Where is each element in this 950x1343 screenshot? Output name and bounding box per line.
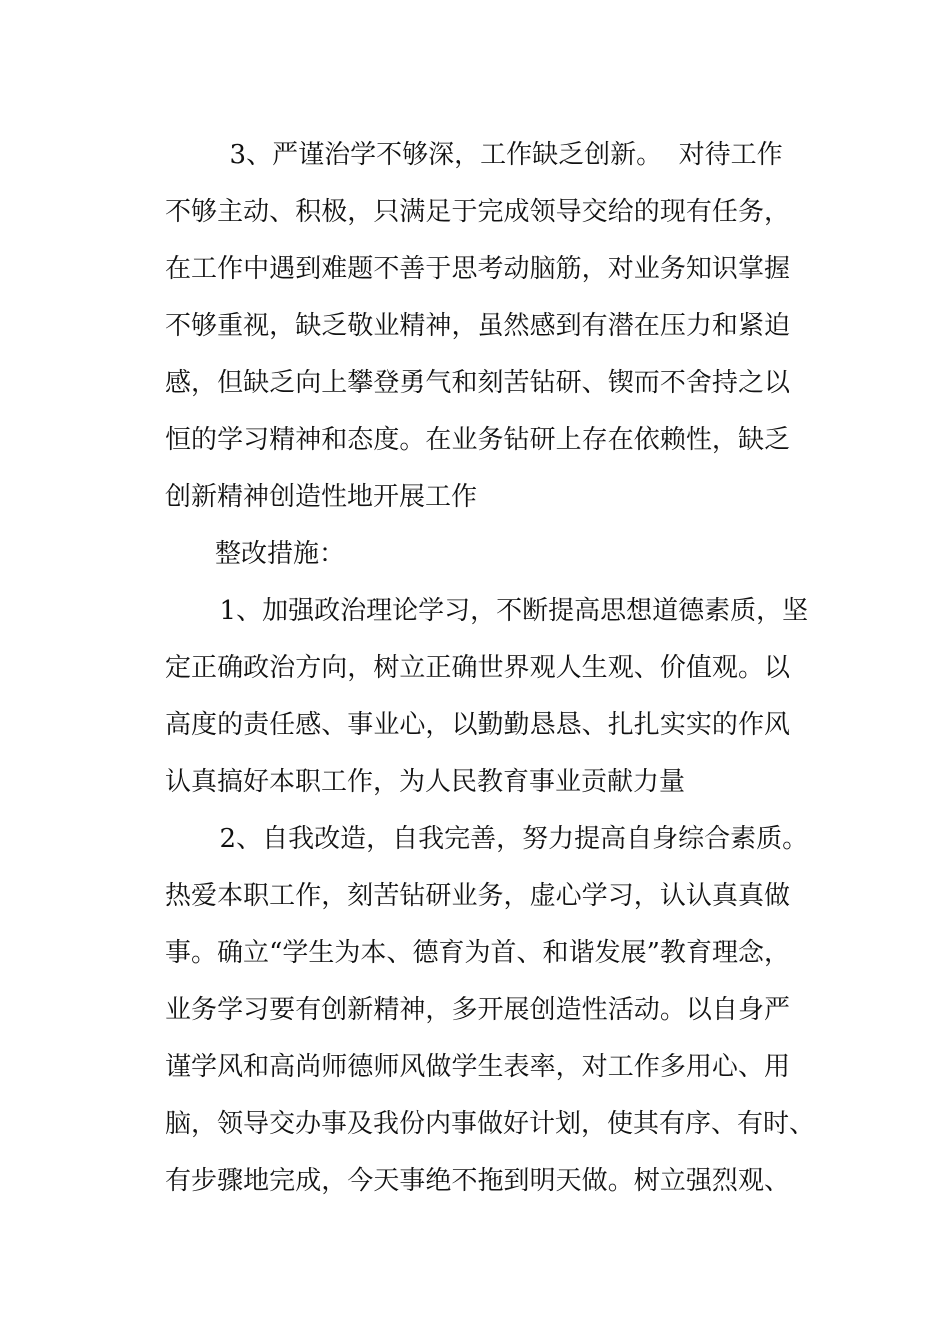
section-heading: 整改措施： <box>215 539 346 569</box>
paragraph-3-first-line: 2、自我改造，自我完善，努力提高自身综合素质。 <box>203 824 809 854</box>
text-line: 热爱本职工作，刻苦钻研业务，虚心学习，认认真真做 <box>165 881 790 911</box>
text-line: 事。确立“学生为本、德育为首、和谐发展”教育理念， <box>165 938 790 968</box>
text-line: 谨学风和高尚师德师风做学生表率，对工作多用心、用 <box>165 1052 790 1082</box>
text-line: 脑，领导交办事及我份内事做好计划，使其有序、有时、 <box>165 1109 816 1139</box>
text-line: 创新精神创造性地开展工作 <box>165 482 478 512</box>
text-line: 认真搞好本职工作，为人民教育事业贡献力量 <box>165 767 686 797</box>
text-line: 感，但缺乏向上攀登勇气和刻苦钻研、锲而不舍持之以 <box>165 368 790 398</box>
text-line: 恒的学习精神和态度。在业务钻研上存在依赖性，缺乏 <box>165 425 790 455</box>
text-line: 业务学习要有创新精神，多开展创造性活动。以自身严 <box>165 995 790 1025</box>
text-line: 定正确政治方向，树立正确世界观人生观、价值观。以 <box>165 653 790 683</box>
paragraph-1-heading-line: 3、严谨治学不够深，工作缺乏创新。 对待工作 <box>213 140 783 170</box>
text-line: 高度的责任感、事业心，以勤勤恳恳、扎扎实实的作风 <box>165 710 790 740</box>
text-line: 在工作中遇到难题不善于思考动脑筋，对业务知识掌握 <box>165 254 790 284</box>
text-line: 不够主动、积极，只满足于完成领导交给的现有任务， <box>165 197 790 227</box>
text-line: 不够重视，缺乏敬业精神，虽然感到有潜在压力和紧迫 <box>165 311 790 341</box>
paragraph-2-first-line: 1、加强政治理论学习，不断提高思想道德素质，坚 <box>203 596 809 626</box>
text-line: 有步骤地完成，今天事绝不拖到明天做。树立强烈观、 <box>165 1166 790 1196</box>
